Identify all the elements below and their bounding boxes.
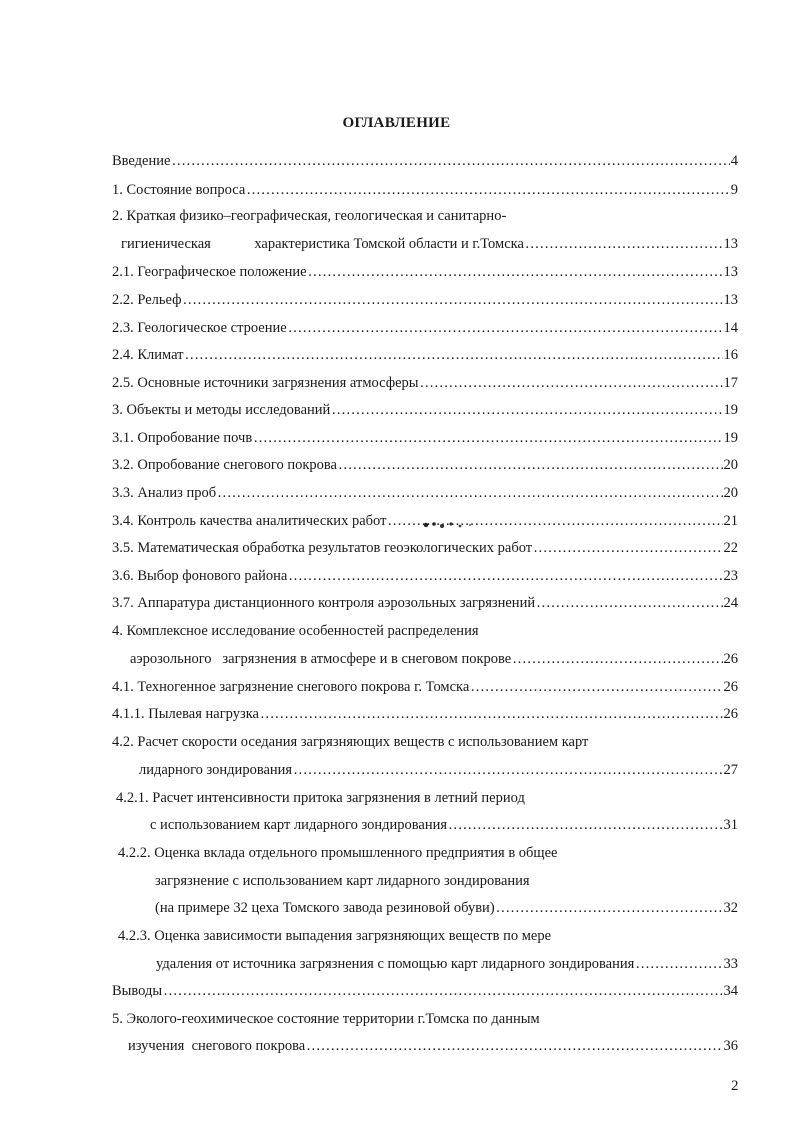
toc-entry-page: 13 bbox=[723, 264, 738, 280]
toc-entry-page: 22 bbox=[723, 540, 738, 556]
toc-leader-dots bbox=[185, 346, 723, 364]
toc-entry-4-2-line1 bbox=[112, 733, 588, 751]
toc-entry-page: 20 bbox=[723, 457, 738, 473]
toc-entry-5-line2 bbox=[128, 1037, 738, 1055]
toc-entry-3-3 bbox=[112, 484, 738, 502]
toc-entry-4-2-2-line1 bbox=[118, 844, 557, 862]
toc-entry-4-2-1-line2 bbox=[150, 816, 738, 834]
toc-leader-dots bbox=[525, 235, 723, 253]
toc-entry-4-2-3-line2 bbox=[156, 955, 738, 973]
toc-leader-dots bbox=[448, 816, 722, 834]
toc-entry-text: 3.3. Анализ проб bbox=[112, 485, 217, 501]
toc-leader-dots bbox=[217, 484, 722, 502]
toc-entry-text: с использованием карт лидарного зондирования bbox=[150, 817, 448, 833]
toc-entry-text: удаления от источника загрязнения с помощью карт лидарного зондирования bbox=[156, 956, 635, 972]
toc-entry-1 bbox=[112, 181, 738, 199]
toc-leader-dots bbox=[470, 678, 722, 696]
toc-entry-2-5 bbox=[112, 374, 738, 392]
toc-entry-text: 4.2. Расчет скорости оседания загрязняющих веществ с использованием карт bbox=[112, 734, 589, 750]
toc-entry-2-line2 bbox=[121, 235, 738, 253]
toc-entry-text: 1. Состояние вопроса bbox=[112, 182, 246, 198]
toc-entry-text: лидарного зондирования bbox=[139, 762, 293, 778]
toc-leader-dots bbox=[246, 181, 729, 199]
toc-entry-text: Выводы bbox=[112, 983, 163, 999]
toc-entry-page: 26 bbox=[723, 679, 738, 695]
scan-smudge bbox=[420, 518, 478, 532]
toc-entry-text: изучения снегового покрова bbox=[128, 1038, 306, 1054]
toc-entry-3-6 bbox=[112, 567, 738, 585]
toc-entry-page: 21 bbox=[723, 513, 738, 529]
toc-entry-text: загрязнение с использованием карт лидарного зондирования bbox=[155, 873, 530, 889]
toc-entry-page: 27 bbox=[723, 762, 738, 778]
toc-entry-2-4 bbox=[112, 346, 738, 364]
toc-entry-text: 3. Объекты и методы исследований bbox=[112, 402, 331, 418]
toc-entry-4-2-2-line3 bbox=[155, 899, 738, 917]
toc-entry-page: 32 bbox=[723, 900, 738, 916]
toc-entry-4-line1 bbox=[112, 622, 479, 640]
toc-entry-text: 3.4. Контроль качества аналитических работ bbox=[112, 513, 387, 529]
toc-entry-text: 2.4. Климат bbox=[112, 347, 184, 363]
toc-entry-2-1 bbox=[112, 263, 738, 281]
toc-entry-2-line1 bbox=[112, 207, 506, 225]
toc-leader-dots bbox=[496, 899, 723, 917]
toc-entry-text: 3.2. Опробование снегового покрова bbox=[112, 457, 337, 473]
toc-entry-text: 2.2. Рельеф bbox=[112, 292, 182, 308]
toc-entry-4-line2 bbox=[130, 650, 738, 668]
toc-leader-dots bbox=[420, 374, 723, 392]
toc-leader-dots bbox=[171, 152, 729, 170]
toc-leader-dots bbox=[163, 982, 722, 1000]
toc-leader-dots bbox=[306, 1037, 722, 1055]
toc-entry-text: 3.6. Выбор фонового района bbox=[112, 568, 288, 584]
toc-entry-page: 4 bbox=[730, 153, 738, 169]
toc-leader-dots bbox=[512, 650, 722, 668]
toc-entry-page: 26 bbox=[723, 651, 738, 667]
toc-entry-text: 4. Комплексное исследование особенностей распределения bbox=[112, 623, 479, 639]
toc-leader-dots bbox=[183, 291, 723, 309]
toc-entry-4-1 bbox=[112, 678, 738, 696]
toc-leader-dots bbox=[536, 594, 722, 612]
toc-entry-page: 13 bbox=[723, 236, 738, 252]
toc-entry-intro bbox=[112, 152, 738, 170]
toc-entry-text: 3.7. Аппаратура дистанционного контроля аэрозольных загрязнений bbox=[112, 595, 536, 611]
toc-entry-text: 4.1. Техногенное загрязнение снегового покрова г. Томска bbox=[112, 679, 470, 695]
toc-entry-3-2 bbox=[112, 456, 738, 474]
toc-entry-page: 9 bbox=[730, 182, 738, 198]
toc-entry-page: 13 bbox=[723, 292, 738, 308]
toc-entry-page: 16 bbox=[723, 347, 738, 363]
toc-entry-page: 20 bbox=[723, 485, 738, 501]
toc-entry-text: Введение bbox=[112, 153, 171, 169]
toc-entry-text: гигиеническая характеристика Томской области и г.Томска bbox=[121, 236, 524, 252]
toc-entry-text: 4.1.1. Пылевая нагрузка bbox=[112, 706, 259, 722]
toc-entry-page: 24 bbox=[723, 595, 738, 611]
toc-entry-3 bbox=[112, 401, 738, 419]
toc-entry-4-2-1-line1 bbox=[116, 789, 525, 807]
toc-entry-text: 3.1. Опробование почв bbox=[112, 430, 253, 446]
toc-entry-page: 26 bbox=[723, 706, 738, 722]
toc-entry-4-2-2-line2 bbox=[155, 872, 530, 890]
toc-entry-4-2-3-line1 bbox=[118, 927, 551, 945]
toc-entry-page: 31 bbox=[723, 817, 738, 833]
toc-entry-4-2-line2 bbox=[139, 761, 738, 779]
toc-entry-3-7 bbox=[112, 594, 738, 612]
toc-entry-3-5 bbox=[112, 539, 738, 557]
toc-leader-dots bbox=[308, 263, 723, 281]
toc-leader-dots bbox=[635, 955, 722, 973]
toc-entry-text: 4.2.1. Расчет интенсивности притока загрязнения в летний период bbox=[116, 790, 525, 806]
toc-leader-dots bbox=[533, 539, 722, 557]
toc-entry-text: 4.2.2. Оценка вклада отдельного промышленного предприятия в общее bbox=[118, 845, 558, 861]
toc-entry-page: 34 bbox=[723, 983, 738, 999]
toc-entry-5-line1 bbox=[112, 1010, 540, 1028]
toc-entry-2-2 bbox=[112, 291, 738, 309]
toc-leader-dots bbox=[288, 319, 723, 337]
toc-leader-dots bbox=[288, 567, 722, 585]
toc-entry-page: 19 bbox=[723, 402, 738, 418]
toc-entry-text: 4.2.3. Оценка зависимости выпадения загрязняющих веществ по мере bbox=[118, 928, 552, 944]
toc-entry-text: 2.1. Географическое положение bbox=[112, 264, 307, 280]
toc-leader-dots bbox=[253, 429, 722, 447]
toc-entry-text: аэрозольного загрязнения в атмосфере и в снеговом покрове bbox=[130, 651, 512, 667]
toc-entry-page: 19 bbox=[723, 430, 738, 446]
toc-entry-page: 14 bbox=[723, 320, 738, 336]
toc-entry-page: 36 bbox=[723, 1038, 738, 1054]
toc-leader-dots bbox=[331, 401, 722, 419]
toc-leader-dots bbox=[338, 456, 723, 474]
toc-entry-2-3 bbox=[112, 319, 738, 337]
toc-entry-4-1-1 bbox=[112, 705, 738, 723]
toc-entry-page: 17 bbox=[723, 375, 738, 391]
page-title: ОГЛАВЛЕНИЕ bbox=[342, 115, 451, 131]
toc-entry-text: 2. Краткая физико–географическая, геологическая и санитарно- bbox=[112, 208, 507, 224]
toc-leader-dots bbox=[293, 761, 722, 779]
page-number: 2 bbox=[731, 1078, 739, 1094]
toc-entry-conclusions bbox=[112, 982, 738, 1000]
toc-entry-text: 2.3. Геологическое строение bbox=[112, 320, 287, 336]
toc-entry-page: 33 bbox=[723, 956, 738, 972]
toc-entry-page: 23 bbox=[723, 568, 738, 584]
toc-entry-text: 2.5. Основные источники загрязнения атмосферы bbox=[112, 375, 419, 391]
toc-entry-text: (на примере 32 цеха Томского завода резиновой обуви) bbox=[155, 900, 495, 916]
toc-entry-text: 5. Эколого-геохимическое состояние территории г.Томска по данным bbox=[112, 1011, 540, 1027]
toc-entry-3-1 bbox=[112, 429, 738, 447]
toc-leader-dots bbox=[260, 705, 723, 723]
toc-entry-text: 3.5. Математическая обработка результатов геоэкологических работ bbox=[112, 540, 533, 556]
